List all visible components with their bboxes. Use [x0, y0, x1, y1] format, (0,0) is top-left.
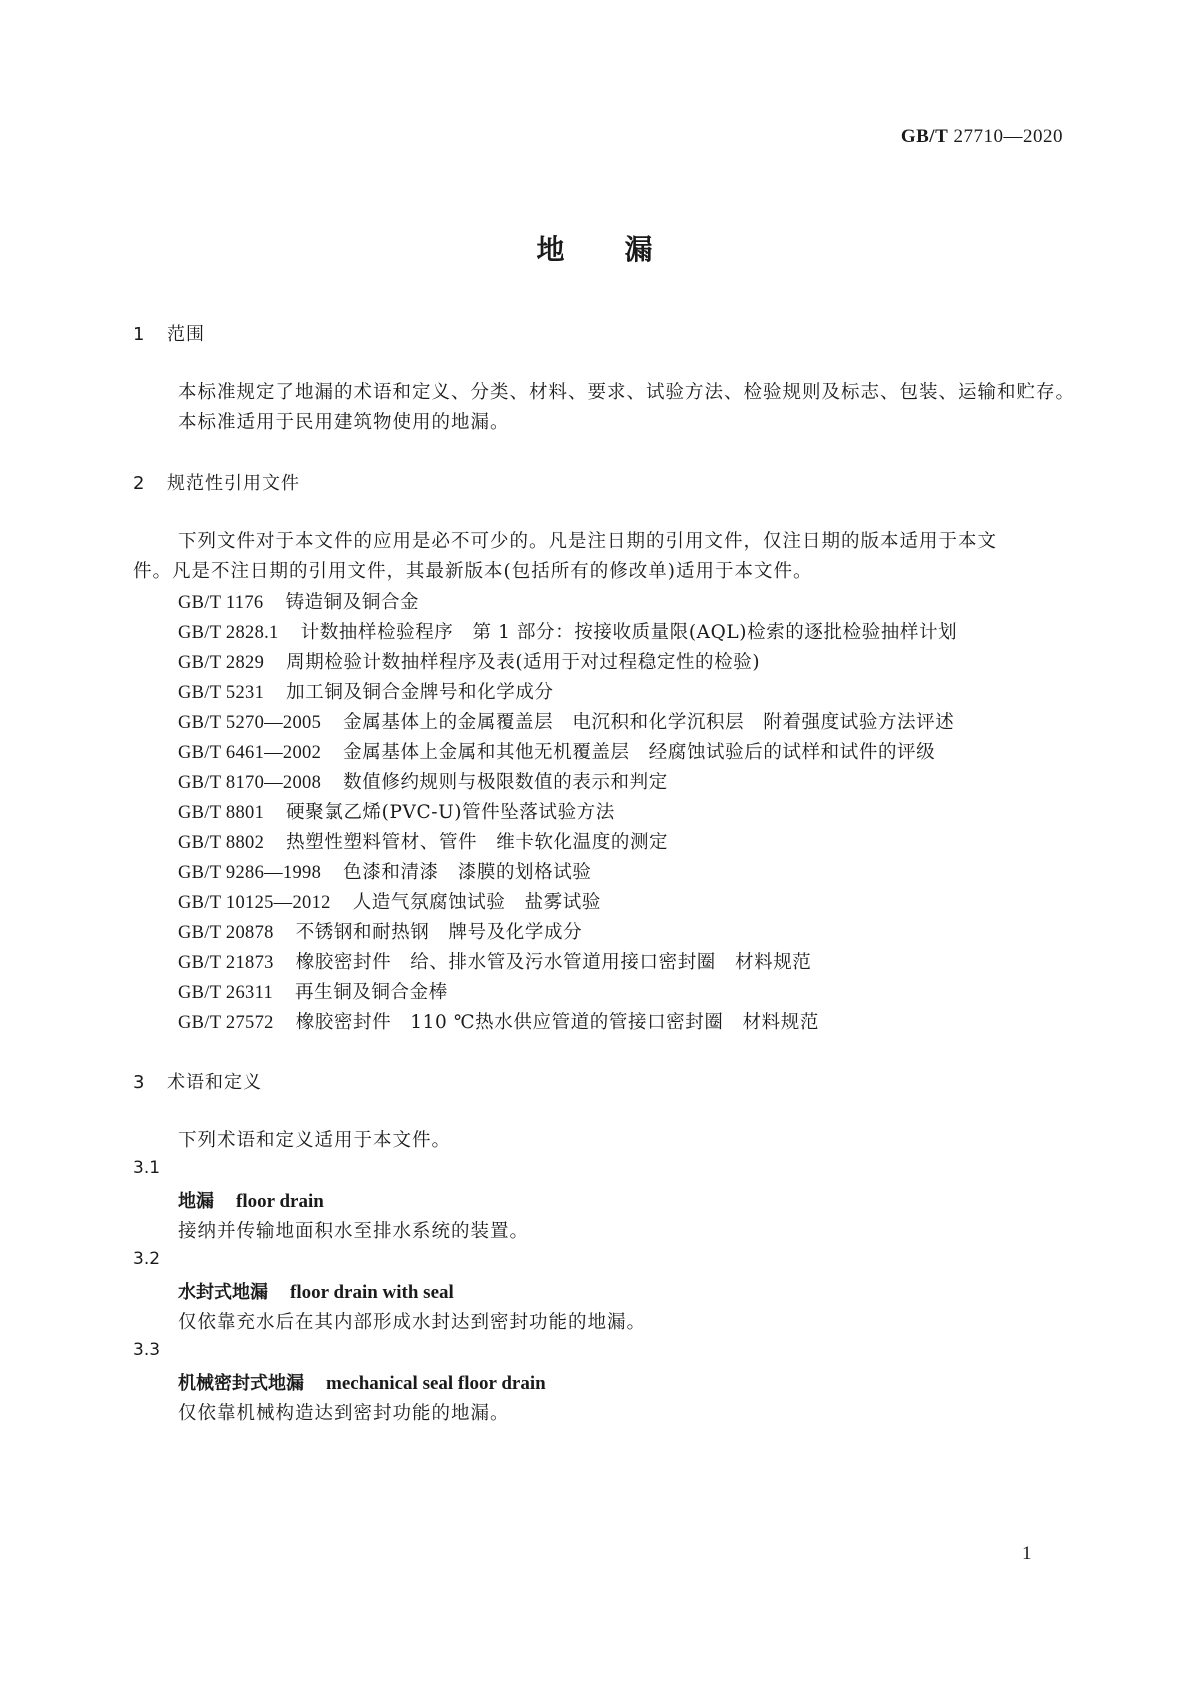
- term-en: floor drain with seal: [290, 1282, 454, 1303]
- term-heading: [178, 1369, 546, 1395]
- reference-item: [178, 678, 554, 704]
- term-heading: [178, 1278, 454, 1304]
- reference-code: GB/T 2828.1: [178, 623, 279, 643]
- term-en: mechanical seal floor drain: [326, 1373, 546, 1394]
- term-definition: 接纳并传输地面积水至排水系统的装置。: [178, 1221, 530, 1242]
- section-1-heading: [133, 320, 205, 346]
- section-3-heading: [133, 1068, 262, 1094]
- reference-item: [178, 798, 615, 824]
- page-number: 1: [1022, 1543, 1032, 1564]
- reference-item: [178, 948, 811, 974]
- reference-name: 色漆和清漆 漆膜的划格试验: [343, 862, 592, 883]
- reference-code: GB/T 8802: [178, 833, 265, 853]
- reference-name: 金属基体上金属和其他无机覆盖层 经腐蚀试验后的试样和试件的评级: [343, 742, 936, 763]
- reference-item: [178, 1008, 819, 1034]
- reference-code: GB/T 9286—1998: [178, 863, 322, 883]
- section-1-paragraph: 本标准规定了地漏的术语和定义、分类、材料、要求、试验方法、检验规则及标志、包装、运输和贮存。: [178, 382, 1076, 403]
- reference-code: GB/T 5231: [178, 683, 265, 703]
- reference-item: [178, 978, 448, 1004]
- term-definition: 仅依靠充水后在其内部形成水封达到密封功能的地漏。: [178, 1312, 647, 1333]
- reference-name: 橡胶密封件 给、排水管及污水管道用接口密封圈 材料规范: [295, 952, 812, 973]
- reference-item: [178, 618, 957, 644]
- term-number: 3.2: [133, 1249, 161, 1269]
- section-title: 范围: [167, 324, 205, 345]
- term-en: floor drain: [236, 1191, 324, 1212]
- reference-code: GB/T 20878: [178, 923, 274, 943]
- term-number: 3.3: [133, 1340, 161, 1360]
- reference-code: GB/T 26311: [178, 983, 273, 1003]
- reference-code: GB/T 1176: [178, 593, 264, 613]
- reference-item: [178, 588, 419, 614]
- reference-code: GB/T 6461—2002: [178, 743, 322, 763]
- term-number: 3.1: [133, 1158, 161, 1178]
- reference-name: 铸造铜及铜合金: [285, 592, 420, 613]
- reference-name: 硬聚氯乙烯(PVC-U)管件坠落试验方法: [286, 802, 615, 823]
- reference-name: 加工铜及铜合金牌号和化学成分: [286, 682, 554, 703]
- reference-name: 金属基体上的金属覆盖层 电沉积和化学沉积层 附着强度试验方法评述: [343, 712, 955, 733]
- reference-code: GB/T 2829: [178, 653, 265, 673]
- reference-code: GB/T 8801: [178, 803, 265, 823]
- section-2-intro-line: 下列文件对于本文件的应用是必不可少的。凡是注日期的引用文件，仅注日期的版本适用于本文: [178, 531, 998, 552]
- page-title: [0, 228, 1191, 268]
- reference-item: [178, 648, 760, 674]
- section-title: 规范性引用文件: [167, 473, 300, 494]
- reference-name: 数值修约规则与极限数值的表示和判定: [343, 772, 668, 793]
- reference-item: [178, 888, 601, 914]
- reference-item: [178, 828, 668, 854]
- reference-code: GB/T 27572: [178, 1013, 274, 1033]
- reference-item: [178, 768, 668, 794]
- term-heading: [178, 1187, 324, 1213]
- reference-name: 橡胶密封件 110 ℃热水供应管道的管接口密封圈 材料规范: [295, 1012, 819, 1033]
- reference-name: 计数抽样检验程序 第 1 部分：按接收质量限(AQL)检索的逐批检验抽样计划: [300, 622, 958, 643]
- reference-code: GB/T 5270—2005: [178, 713, 322, 733]
- reference-item: [178, 738, 935, 764]
- standard-prefix: GB/T: [900, 126, 949, 147]
- section-2-intro-line: 件。凡是不注日期的引用文件，其最新版本(包括所有的修改单)适用于本文件。: [133, 561, 813, 582]
- reference-item: [178, 918, 582, 944]
- term-zh: 机械密封式地漏: [178, 1373, 304, 1394]
- reference-code: GB/T 8170—2008: [178, 773, 322, 793]
- reference-name: 周期检验计数抽样程序及表(适用于对过程稳定性的检验): [286, 652, 761, 673]
- section-number: 3: [133, 1072, 145, 1093]
- section-1-paragraph: 本标准适用于民用建筑物使用的地漏。: [178, 412, 510, 433]
- reference-name: 人造气氛腐蚀试验 盐雾试验: [352, 892, 601, 913]
- reference-item: [178, 858, 591, 884]
- term-definition: 仅依靠机械构造达到密封功能的地漏。: [178, 1403, 510, 1424]
- term-zh: 地漏: [178, 1191, 214, 1212]
- reference-name: 热塑性塑料管材、管件 维卡软化温度的测定: [286, 832, 669, 853]
- reference-name: 不锈钢和耐热钢 牌号及化学成分: [295, 922, 583, 943]
- term-zh: 水封式地漏: [178, 1282, 268, 1303]
- title-part-2: 漏: [624, 233, 655, 266]
- section-number: 2: [133, 473, 145, 494]
- section-title: 术语和定义: [167, 1072, 262, 1093]
- reference-code: GB/T 21873: [178, 953, 274, 973]
- title-part-1: 地: [536, 233, 567, 266]
- section-number: 1: [133, 324, 145, 345]
- reference-code: GB/T 10125—2012: [178, 893, 331, 913]
- section-3-intro: 下列术语和定义适用于本文件。: [178, 1130, 452, 1151]
- reference-item: [178, 708, 954, 734]
- section-2-heading: [133, 469, 300, 495]
- standard-code: [0, 126, 1063, 148]
- standard-number: 27710—2020: [953, 126, 1063, 147]
- reference-name: 再生铜及铜合金棒: [295, 982, 448, 1003]
